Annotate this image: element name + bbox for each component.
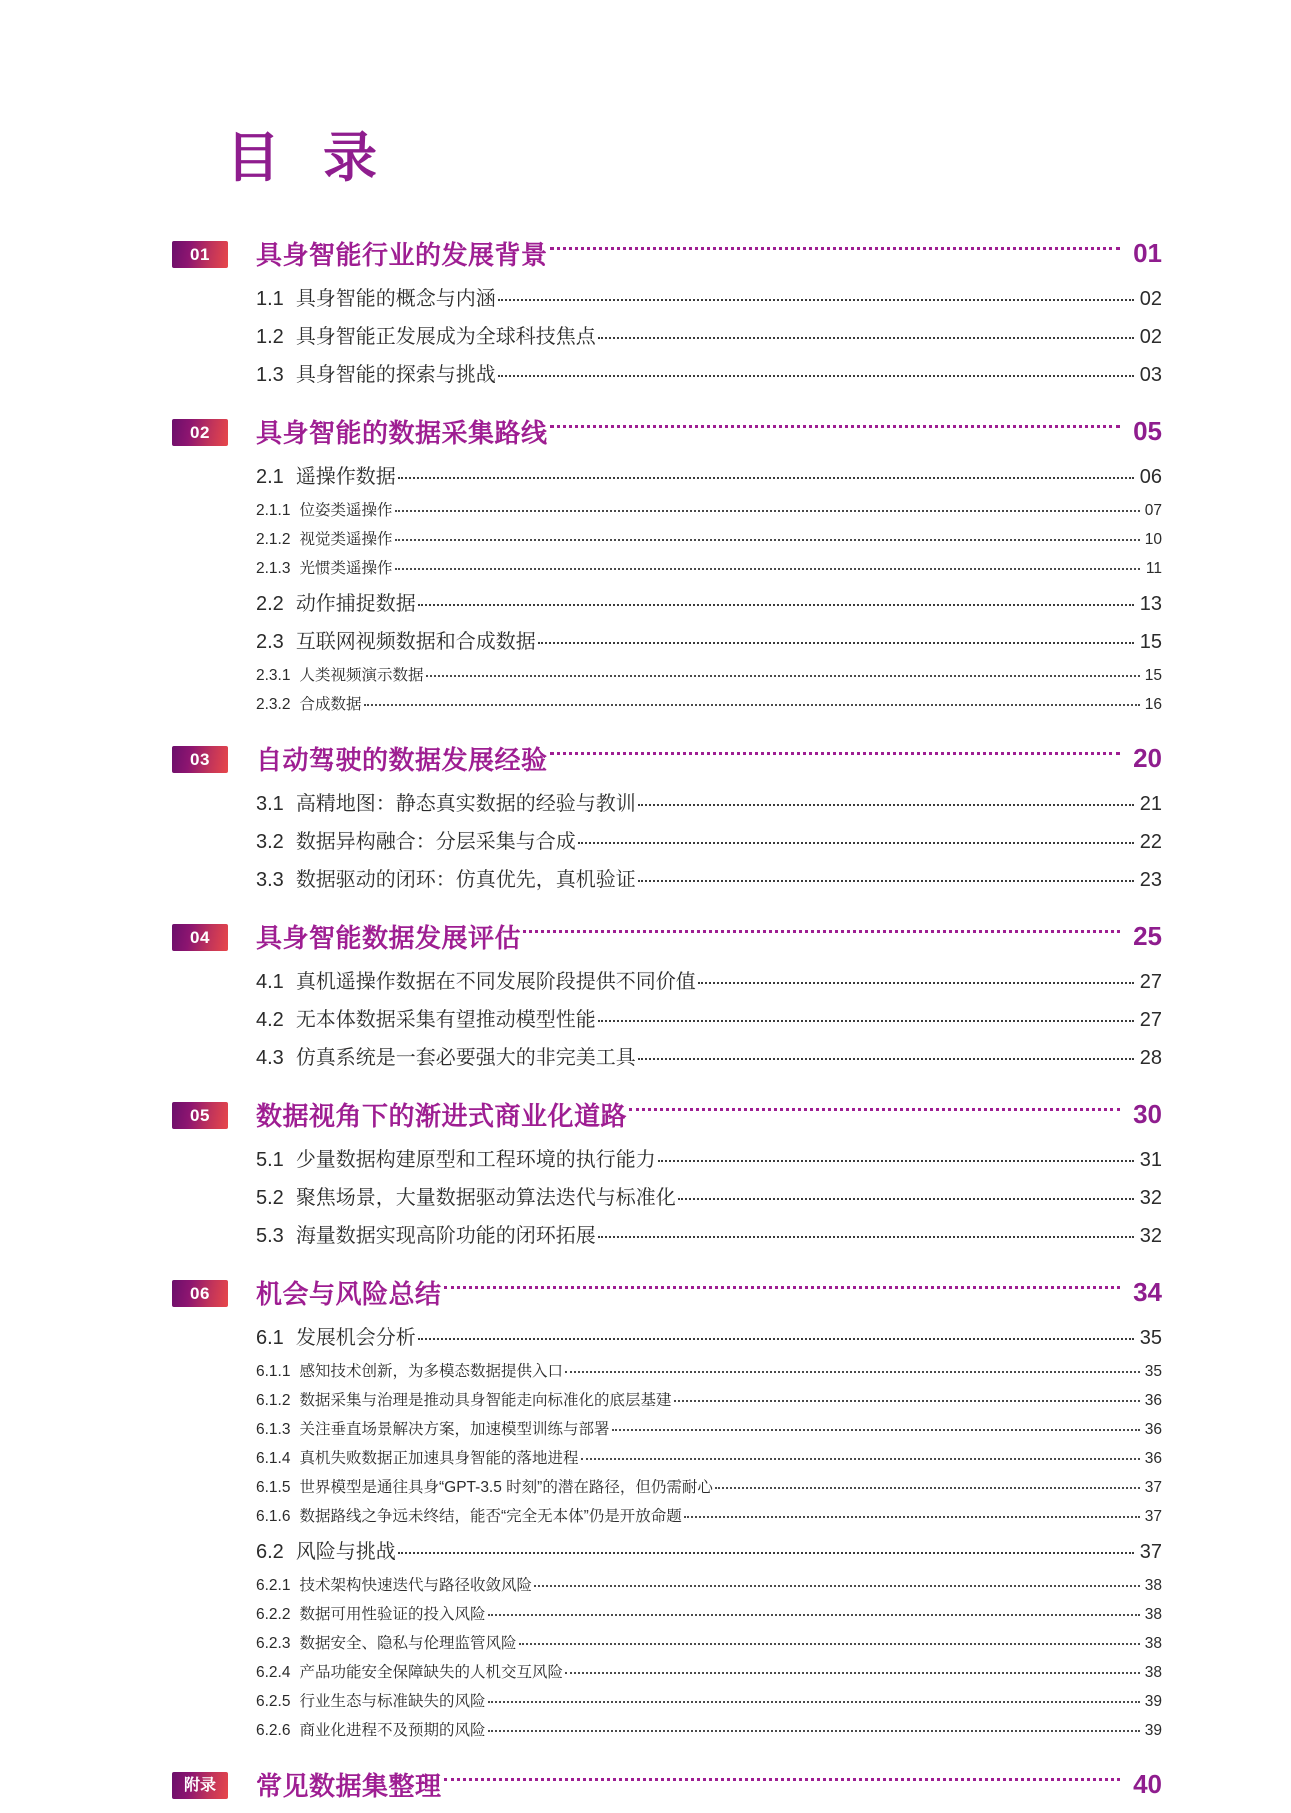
subsection-page-number: 37 <box>1144 1507 1162 1525</box>
section-title: 无本体数据采集有望推动模型性能 <box>295 1008 596 1031</box>
section-page-number: 22 <box>1139 830 1162 853</box>
toc-section-row[interactable] <box>172 587 1162 616</box>
chapter-page-number: 01 <box>1133 237 1162 268</box>
toc-section-row[interactable] <box>172 863 1162 892</box>
toc-section-row[interactable] <box>172 1535 1162 1564</box>
dot-leader <box>418 604 1134 606</box>
dot-leader <box>565 1371 1140 1373</box>
subsection-page-number: 36 <box>1144 1449 1162 1467</box>
dot-leader <box>638 804 1134 806</box>
section-title: 数据驱动的闭环：仿真优先，真机验证 <box>295 868 636 891</box>
dot-leader <box>519 1643 1141 1645</box>
section-page-number: 15 <box>1139 630 1162 653</box>
subsection-title: 行业生态与标准缺失的风险 <box>299 1692 486 1710</box>
toc-chapter-row[interactable] <box>172 918 1162 955</box>
chapter-number-badge: 02 <box>172 419 228 446</box>
section-title: 具身智能的探索与挑战 <box>295 363 496 386</box>
dot-leader <box>398 477 1134 479</box>
dot-leader <box>488 1614 1141 1616</box>
chapter-title: 机会与风险总结 <box>256 1278 442 1309</box>
section-page-number: 02 <box>1139 287 1162 310</box>
dot-leader <box>538 642 1134 644</box>
toc-chapter-row[interactable] <box>172 740 1162 777</box>
dot-leader <box>629 1108 1120 1111</box>
section-number: 1.3 <box>256 363 284 386</box>
section-number: 4.2 <box>256 1008 284 1031</box>
toc-subsection-row[interactable] <box>172 1417 1162 1439</box>
toc-subsection-row[interactable] <box>172 1689 1162 1711</box>
dot-leader <box>678 1198 1134 1200</box>
chapter-title: 具身智能的数据采集路线 <box>256 417 548 448</box>
subsection-number: 6.1.5 <box>256 1478 291 1496</box>
chapter-number-badge: 01 <box>172 241 228 268</box>
toc-container <box>172 130 1162 1813</box>
subsection-title: 光惯类遥操作 <box>299 559 393 577</box>
toc-section-row[interactable] <box>172 825 1162 854</box>
toc-chapter-row[interactable] <box>172 1274 1162 1311</box>
dot-leader <box>523 930 1120 933</box>
subsection-page-number: 36 <box>1144 1391 1162 1409</box>
section-page-number: 13 <box>1139 592 1162 615</box>
dot-leader <box>698 982 1134 984</box>
section-page-number: 03 <box>1139 363 1162 386</box>
dot-leader <box>684 1516 1140 1518</box>
section-title: 聚焦场景，大量数据驱动算法迭代与标准化 <box>295 1186 676 1209</box>
subsection-number: 6.2.1 <box>256 1576 291 1594</box>
toc-subsection-row[interactable] <box>172 556 1162 578</box>
toc-section-row[interactable] <box>172 787 1162 816</box>
dot-leader <box>578 842 1134 844</box>
toc-section-row[interactable] <box>172 1003 1162 1032</box>
subsection-page-number: 10 <box>1144 530 1162 548</box>
section-title: 少量数据构建原型和工程环境的执行能力 <box>295 1148 656 1171</box>
dot-leader <box>598 1236 1134 1238</box>
chapter-title: 常见数据集整理 <box>256 1770 442 1801</box>
dot-leader <box>550 425 1120 428</box>
toc-section-row[interactable] <box>172 282 1162 311</box>
dot-leader <box>674 1400 1141 1402</box>
toc-subsection-row[interactable] <box>172 1631 1162 1653</box>
dot-leader <box>395 539 1141 541</box>
section-number: 5.2 <box>256 1186 284 1209</box>
section-title: 发展机会分析 <box>295 1326 416 1349</box>
toc-section-row[interactable] <box>172 1181 1162 1210</box>
section-page-number: 27 <box>1139 970 1162 993</box>
section-page-number: 23 <box>1139 868 1162 891</box>
dot-leader <box>488 1730 1141 1732</box>
section-number: 2.2 <box>256 592 284 615</box>
dot-leader <box>498 299 1134 301</box>
section-title: 具身智能的概念与内涵 <box>295 287 496 310</box>
toc-subsection-row[interactable] <box>172 1573 1162 1595</box>
section-title: 海量数据实现高阶功能的闭环拓展 <box>295 1224 596 1247</box>
dot-leader <box>598 1020 1134 1022</box>
subsection-title: 数据采集与治理是推动具身智能走向标准化的底层基建 <box>299 1391 672 1409</box>
subsection-number: 6.1.4 <box>256 1449 291 1467</box>
section-page-number: 32 <box>1139 1224 1162 1247</box>
toc-section-row[interactable] <box>172 1143 1162 1172</box>
subsection-page-number: 07 <box>1144 501 1162 519</box>
subsection-page-number: 39 <box>1144 1692 1162 1710</box>
subsection-title: 技术架构快速迭代与路径收敛风险 <box>299 1576 532 1594</box>
subsection-title: 真机失败数据正加速具身智能的落地进程 <box>299 1449 579 1467</box>
subsection-page-number: 16 <box>1144 695 1162 713</box>
subsection-title: 合成数据 <box>299 695 362 713</box>
subsection-number: 6.1.6 <box>256 1507 291 1525</box>
subsection-title: 人类视频演示数据 <box>299 666 424 684</box>
subsection-number: 6.1.3 <box>256 1420 291 1438</box>
section-page-number: 21 <box>1139 792 1162 815</box>
section-number: 4.3 <box>256 1046 284 1069</box>
chapter-page-number: 20 <box>1133 742 1162 773</box>
dot-leader <box>395 568 1141 570</box>
toc-subsection-row[interactable] <box>172 1359 1162 1381</box>
subsection-number: 6.2.6 <box>256 1721 291 1739</box>
dot-leader <box>598 337 1134 339</box>
dot-leader <box>398 1552 1134 1554</box>
dot-leader <box>488 1701 1141 1703</box>
dot-leader <box>395 510 1141 512</box>
section-number: 2.1 <box>256 465 284 488</box>
dot-leader <box>658 1160 1134 1162</box>
toc-entry-list <box>172 235 1162 1803</box>
dot-leader <box>444 1286 1120 1289</box>
section-title: 高精地图：静态真实数据的经验与教训 <box>295 792 636 815</box>
subsection-title: 数据可用性验证的投入风险 <box>299 1605 486 1623</box>
subsection-page-number: 37 <box>1144 1478 1162 1496</box>
dot-leader <box>426 675 1141 677</box>
section-number: 2.3 <box>256 630 284 653</box>
toc-subsection-row[interactable] <box>172 692 1162 714</box>
toc-chapter-row[interactable] <box>172 1766 1162 1803</box>
subsection-title: 视觉类遥操作 <box>299 530 393 548</box>
toc-chapter-row[interactable] <box>172 235 1162 272</box>
subsection-number: 6.2.4 <box>256 1663 291 1681</box>
section-page-number: 37 <box>1139 1540 1162 1563</box>
section-title: 真机遥操作数据在不同发展阶段提供不同价值 <box>295 970 696 993</box>
toc-subsection-row[interactable] <box>172 527 1162 549</box>
subsection-number: 6.2.3 <box>256 1634 291 1652</box>
chapter-title: 具身智能数据发展评估 <box>256 922 522 953</box>
section-page-number: 35 <box>1139 1326 1162 1349</box>
subsection-number: 2.3.1 <box>256 666 291 684</box>
section-title: 互联网视频数据和合成数据 <box>295 630 536 653</box>
dot-leader <box>550 752 1120 755</box>
chapter-number-badge: 05 <box>172 1102 228 1129</box>
toc-subsection-row[interactable] <box>172 498 1162 520</box>
section-number: 5.3 <box>256 1224 284 1247</box>
section-number: 6.2 <box>256 1540 284 1563</box>
section-number: 3.1 <box>256 792 284 815</box>
section-number: 1.2 <box>256 325 284 348</box>
page-title: 目 录 <box>226 128 392 188</box>
subsection-page-number: 38 <box>1144 1605 1162 1623</box>
dot-leader <box>581 1458 1141 1460</box>
subsection-number: 6.1.1 <box>256 1362 291 1380</box>
subsection-title: 数据路线之争远未终结，能否“完全无本体”仍是开放命题 <box>299 1507 682 1525</box>
subsection-page-number: 36 <box>1144 1420 1162 1438</box>
dot-leader <box>364 704 1141 706</box>
toc-subsection-row[interactable] <box>172 1602 1162 1624</box>
chapter-page-number: 25 <box>1133 920 1162 951</box>
toc-subsection-row[interactable] <box>172 1718 1162 1740</box>
subsection-title: 产品功能安全保障缺失的人机交互风险 <box>299 1663 563 1681</box>
toc-section-row[interactable] <box>172 1219 1162 1248</box>
dot-leader <box>444 1778 1120 1781</box>
toc-section-row[interactable] <box>172 320 1162 349</box>
subsection-page-number: 38 <box>1144 1634 1162 1652</box>
toc-section-row[interactable] <box>172 1041 1162 1070</box>
subsection-number: 2.1.2 <box>256 530 291 548</box>
section-title: 具身智能正发展成为全球科技焦点 <box>295 325 596 348</box>
section-page-number: 06 <box>1139 465 1162 488</box>
chapter-number-badge: 03 <box>172 746 228 773</box>
chapter-number-badge: 06 <box>172 1280 228 1307</box>
dot-leader <box>550 247 1120 250</box>
chapter-number-badge: 附录 <box>172 1772 228 1799</box>
toc-subsection-row[interactable] <box>172 1504 1162 1526</box>
toc-section-row[interactable] <box>172 460 1162 489</box>
subsection-title: 关注垂直场景解决方案，加速模型训练与部署 <box>299 1420 610 1438</box>
toc-subsection-row[interactable] <box>172 1388 1162 1410</box>
chapter-page-number: 34 <box>1133 1276 1162 1307</box>
subsection-number: 6.2.2 <box>256 1605 291 1623</box>
section-title: 遥操作数据 <box>295 465 396 488</box>
toc-subsection-row[interactable] <box>172 663 1162 685</box>
chapter-title: 数据视角下的渐进式商业化道路 <box>256 1100 628 1131</box>
dot-leader <box>638 880 1134 882</box>
section-title: 仿真系统是一套必要强大的非完美工具 <box>295 1046 636 1069</box>
section-title: 数据异构融合：分层采集与合成 <box>295 830 576 853</box>
section-page-number: 02 <box>1139 325 1162 348</box>
subsection-page-number: 39 <box>1144 1721 1162 1739</box>
subsection-title: 感知技术创新，为多模态数据提供入口 <box>299 1362 563 1380</box>
section-title: 动作捕捉数据 <box>295 592 416 615</box>
section-number: 3.3 <box>256 868 284 891</box>
toc-section-row[interactable] <box>172 965 1162 994</box>
section-number: 6.1 <box>256 1326 284 1349</box>
subsection-title: 世界模型是通往具身“GPT-3.5 时刻”的潜在路径，但仍需耐心 <box>299 1478 713 1496</box>
dot-leader <box>534 1585 1140 1587</box>
dot-leader <box>565 1672 1140 1674</box>
dot-leader <box>418 1338 1134 1340</box>
subsection-page-number: 38 <box>1144 1576 1162 1594</box>
subsection-page-number: 11 <box>1145 559 1162 577</box>
subsection-title: 数据安全、隐私与伦理监管风险 <box>299 1634 517 1652</box>
subsection-page-number: 15 <box>1144 666 1162 684</box>
dot-leader <box>715 1487 1140 1489</box>
subsection-number: 2.3.2 <box>256 695 291 713</box>
section-page-number: 27 <box>1139 1008 1162 1031</box>
toc-chapter-row[interactable] <box>172 413 1162 450</box>
toc-subsection-row[interactable] <box>172 1446 1162 1468</box>
section-number: 4.1 <box>256 970 284 993</box>
dot-leader <box>498 375 1134 377</box>
section-number: 3.2 <box>256 830 284 853</box>
chapter-page-number: 30 <box>1133 1098 1162 1129</box>
section-page-number: 28 <box>1139 1046 1162 1069</box>
toc-subsection-row[interactable] <box>172 1660 1162 1682</box>
toc-subsection-row[interactable] <box>172 1475 1162 1497</box>
subsection-title: 位姿类遥操作 <box>299 501 393 519</box>
chapter-number-badge: 04 <box>172 924 228 951</box>
subsection-number: 2.1.1 <box>256 501 291 519</box>
section-number: 5.1 <box>256 1148 284 1171</box>
chapter-title: 具身智能行业的发展背景 <box>256 239 548 270</box>
section-title: 风险与挑战 <box>295 1540 396 1563</box>
subsection-title: 商业化进程不及预期的风险 <box>299 1721 486 1739</box>
toc-chapter-row[interactable] <box>172 1096 1162 1133</box>
subsection-number: 2.1.3 <box>256 559 291 577</box>
dot-leader <box>612 1429 1141 1431</box>
subsection-page-number: 35 <box>1144 1362 1162 1380</box>
dot-leader <box>638 1058 1134 1060</box>
section-page-number: 32 <box>1139 1186 1162 1209</box>
toc-section-row[interactable] <box>172 625 1162 654</box>
chapter-title: 自动驾驶的数据发展经验 <box>256 744 548 775</box>
subsection-page-number: 38 <box>1144 1663 1162 1681</box>
chapter-page-number: 40 <box>1133 1768 1162 1799</box>
toc-section-row[interactable] <box>172 1321 1162 1350</box>
section-page-number: 31 <box>1139 1148 1162 1171</box>
subsection-number: 6.2.5 <box>256 1692 291 1710</box>
section-number: 1.1 <box>256 287 284 310</box>
toc-section-row[interactable] <box>172 358 1162 387</box>
subsection-number: 6.1.2 <box>256 1391 291 1409</box>
chapter-page-number: 05 <box>1133 415 1162 446</box>
